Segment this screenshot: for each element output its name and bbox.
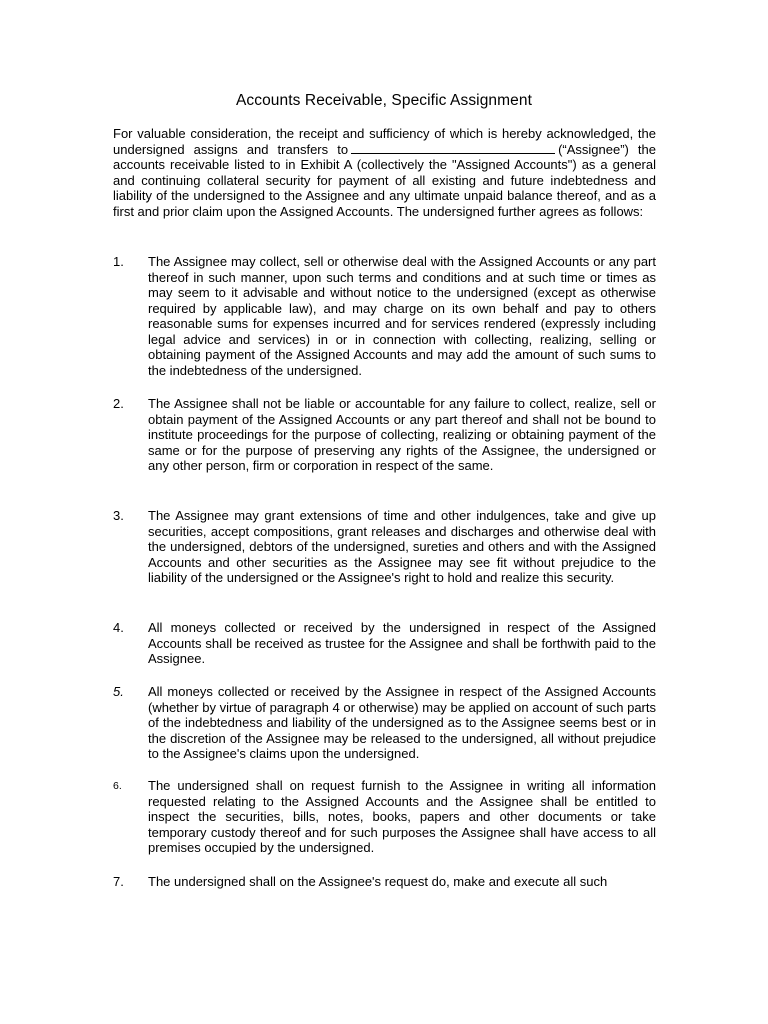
document-title: Accounts Receivable, Specific Assignment <box>235 92 533 109</box>
clause-1 <box>113 254 656 378</box>
clause-number: 3. <box>113 508 124 523</box>
clause-number: 6. <box>113 780 122 792</box>
clause-text: The undersigned shall on request furnish to the Assignee in writing all information requested relating to the Assigned Accounts and the Assignee shall be entitled to inspect the securities, bills, notes, books, papers and other documents or take temporary custody thereof and for such purposes the Assignee shall have access to all premises occupied by the undersigned. <box>148 778 656 855</box>
intro-text-part1: For valuable consideration, the receipt and sufficiency of which is hereby acknowledged, the undersigned assigns and transfers to <box>113 126 656 157</box>
intro-paragraph <box>113 126 656 219</box>
assignee-name-blank <box>351 142 555 154</box>
clause-text: The Assignee shall not be liable or accountable for any failure to collect, realize, sell or obtain payment of the Assigned Accounts or any part thereof and shall not be bound to institute proceedings for the purpose of collecting, realizing or obtaining payment of the same or for the purpose of preserving any rights of the Assignee, the undersigned or any other person, firm or corporation in respect of the same. <box>148 396 656 473</box>
clause-7 <box>113 874 656 890</box>
intro-text-part2: (“Assignee”) the accounts receivable listed to in Exhibit A (collectively the "Assigned Accounts") as a general and continuing collateral security for payment of all existing and future indebtedness and liability of the undersigned to the Assignee and any ultimate unpaid balance thereof, and as a first and prior claim upon the Assigned Accounts. The undersigned further agrees as follows: <box>113 141 657 219</box>
clause-text: The Assignee may collect, sell or otherwise deal with the Assigned Accounts or any part thereof in such manner, upon such terms and conditions and at such time or times as may seem to it advisable and without notice to the undersigned (except as otherwise required by applicable law), and may charge on its own behalf and pay to others reasonable sums for expenses incurred and for services rendered (expressly including legal advice and services) in or in connection with collecting, realizing, selling or obtaining payment of the Assigned Accounts and may add the amount of such sums to the indebtedness of the undersigned. <box>148 254 656 378</box>
clause-3 <box>113 508 656 586</box>
clause-text: All moneys collected or received by the Assignee in respect of the Assigned Accounts (whether by virtue of paragraph 4 or otherwise) may be applied on account of such parts of the indebtedness and liability of the undersigned as to the Assignee seems best or in the discretion of the Assignee may be released to the undersigned, all without prejudice to the Assignee's claims upon the undersigned. <box>148 684 656 761</box>
clause-number: 5. <box>113 684 124 699</box>
clause-2 <box>113 396 656 474</box>
clause-text: All moneys collected or received by the undersigned in respect of the Assigned Accounts shall be received as trustee for the Assignee and shall be forthwith paid to the Assignee. <box>148 620 656 666</box>
clause-5 <box>113 684 656 762</box>
clause-4 <box>113 620 656 667</box>
clause-text: The undersigned shall on the Assignee's request do, make and execute all such <box>148 874 608 889</box>
clause-6 <box>113 778 656 856</box>
clause-number: 7. <box>113 874 124 889</box>
clause-text: The Assignee may grant extensions of time and other indulgences, take and give up securities, accept compositions, grant releases and discharges and otherwise deal with the undersigned, debtors of the undersigned, sureties and others and with the Assigned Accounts and other securities as the Assignee may see fit without prejudice to the liability of the undersigned or the Assignee's right to hold and realize this security. <box>148 508 656 585</box>
clause-number: 1. <box>113 254 124 269</box>
clause-number: 2. <box>113 396 124 411</box>
clause-number: 4. <box>113 620 124 635</box>
